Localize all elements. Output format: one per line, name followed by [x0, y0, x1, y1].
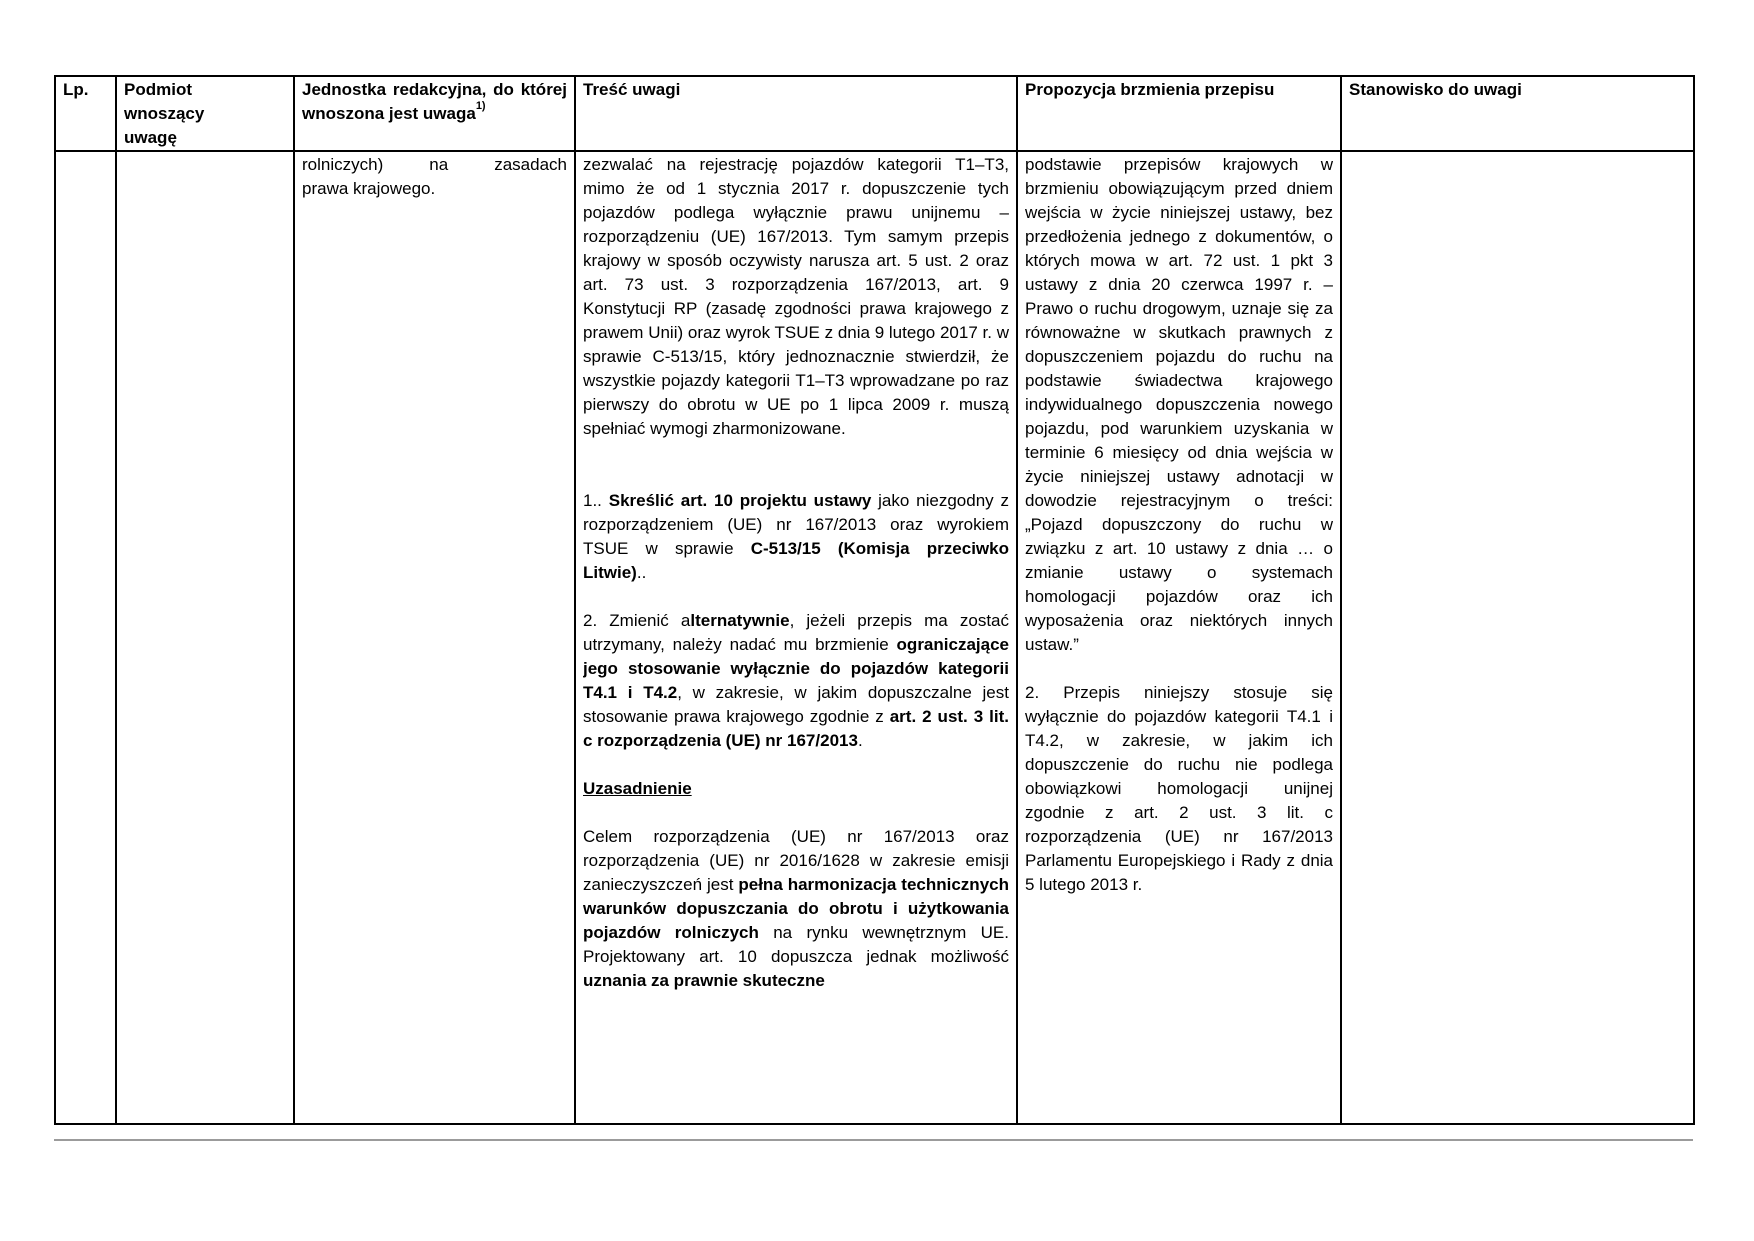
col-header-lp — [55, 76, 116, 151]
col-header-jednostka-label — [302, 78, 567, 148]
text-run: C-513/15 (Komisja przeciwko Litwie) — [583, 539, 1009, 582]
text-run: jako niezgodny z rozporządzeniem (UE) nr 167/2013 oraz wyrokiem TSUE w sprawie — [583, 491, 1009, 558]
blank-line — [583, 801, 1009, 825]
col-header-tresc — [575, 76, 1017, 151]
text-run: zezwalać na rejestrację pojazdów kategorii T1–T3, mimo że od 1 stycznia 2017 r. dopuszczenie tych pojazdów podlega wyłącznie prawu unijnemu – rozporządzeniu (UE) 167/2013. Tym samym przepis krajowy w sposób oczywisty narusza art. 5 ust. 2 oraz art. 73 ust. 3 rozporządzenia 167/2013, art. 9 Konstytucji RP (zasadę zgodności prawa krajowego z prawem Unii) oraz wyrok TSUE z dnia 9 lutego 2017 r. w sprawie C-513/15, który jednoznacznie stwierdził, że wszystkie pojazdy kategorii T1–T3 wprowadzane po raz pierwszy do obrotu w UE po 1 lipca 2009 r. muszą spełniać wymogi zharmonizowane. — [583, 155, 1009, 438]
table-row — [55, 151, 1694, 1124]
col-header-lp-label: Lp. — [63, 80, 89, 99]
text-run: .. — [636, 563, 647, 582]
cell-stanowisko — [1341, 151, 1694, 1124]
text-run: pełna harmonizacja technicznych warunków dopuszczania do obrotu i użytkowania pojazdów rolniczych — [583, 875, 1009, 942]
col-header-propozycja — [1017, 76, 1341, 151]
text-run: Jednostka redakcyjna, do której wnoszona jest uwaga — [302, 80, 567, 123]
col-header-jednostka — [294, 76, 575, 151]
cell-tresc-text — [583, 153, 1009, 1123]
col-header-tresc-label: Treść uwagi — [583, 80, 681, 99]
blank-line — [1025, 657, 1333, 681]
text-run: podstawie przepisów krajowych w brzmieniu obowiązującym przed dniem wejścia w życie niniejszej ustawy, bez przedłożenia jednego z dokumentów, o których mowa w art. 72 ust. 1 pkt 3 ustawy z dnia 20 czerwca 1997 r. – Prawo o ruchu drogowym, uznaje się za równoważne w skutkach prawnych z dopuszczeniem pojazdu do ruchu na podstawie świadectwa krajowego indywidualnego dopuszczenia nowego pojazdu, pod warunkiem uzyskania w terminie 6 miesięcy od dnia wejścia w życie niniejszej ustawy adnotacji w dowodzie rejestracyjnym o treści: „Pojazd dopuszczony do ruchu w związku z art. 10 ustawy z dnia … o zmianie ustawy o systemach homologacji pojazdów oraz ich wyposażenia oraz niektórych innych ustaw.” — [1025, 155, 1333, 654]
text-run: Uzasadnienie — [583, 779, 692, 798]
text-run: na rynku wewnętrznym UE. Projektowany art. 10 dopuszcza jednak możliwość — [583, 923, 1009, 966]
col-header-stanowisko — [1341, 76, 1694, 151]
paragraph — [583, 609, 1009, 753]
text-run: Skreślić art. 10 projektu ustawy — [608, 491, 872, 510]
col-header-propozycja-label: Propozycja brzmienia przepisu — [1025, 80, 1275, 99]
col-header-podmiot — [116, 76, 294, 151]
paragraph — [583, 825, 1009, 993]
paragraph — [1025, 681, 1333, 897]
col-header-stanowisko-label: Stanowisko do uwagi — [1349, 80, 1522, 99]
text-run: rolniczych) na zasadach — [302, 155, 567, 174]
text-run: 2. Przepis niniejszy stosuje się wyłącznie do pojazdów kategorii T4.1 i T4.2, w zakresie, w jakim ich dopuszczenie do ruchu nie podlega obowiązkowi homologacji unijnej zgodnie z art. 2 ust. 3 lit. c rozporządzenia (UE) nr 167/2013 Parlamentu Europejskiego i Rady z dnia 5 lutego 2013 r. — [1025, 683, 1333, 894]
comments-table — [54, 75, 1695, 1125]
cell-stanowisko-text — [1349, 153, 1686, 1123]
cell-jednostka — [294, 151, 575, 1124]
text-run: uznania za prawnie skuteczne — [583, 971, 825, 990]
text-run: . — [857, 731, 863, 750]
paragraph — [583, 777, 1009, 801]
blank-line — [583, 585, 1009, 609]
text-run: prawa krajowego. — [302, 179, 436, 198]
text-run: 1.. — [583, 491, 609, 510]
paragraph — [302, 153, 567, 177]
paragraph — [302, 177, 567, 201]
blank-line — [583, 465, 1009, 489]
blank-line — [583, 753, 1009, 777]
paragraph — [302, 78, 567, 126]
text-run: lternatywnie — [690, 611, 790, 630]
text-run: ograniczające jego stosowanie wyłącznie do pojazdów kategorii T4.1 i T4.2 — [583, 635, 1009, 702]
page-break-line — [54, 1139, 1693, 1141]
text-run: Celem rozporządzenia (UE) nr 167/2013 oraz rozporządzenia (UE) nr 2016/1628 w zakresie emisji zanieczyszczeń jest — [583, 827, 1009, 894]
cell-propozycja-text — [1025, 153, 1333, 1123]
text-run: , jeżeli przepis ma zostać utrzymany, należy nadać mu brzmienie — [583, 611, 1009, 654]
text-run: 2. Zmienić a — [583, 611, 691, 630]
cell-propozycja — [1017, 151, 1341, 1124]
text-run: , w zakresie, w jakim dopuszczalne jest stosowanie prawa krajowego zgodnie z — [583, 683, 1009, 726]
paragraph — [583, 489, 1009, 585]
cell-lp — [55, 151, 116, 1124]
cell-podmiot-text — [124, 153, 286, 1123]
footnote-marker: 1) — [475, 100, 486, 112]
blank-line — [583, 441, 1009, 465]
table-header-row — [55, 76, 1694, 151]
cell-lp-text — [63, 153, 108, 1123]
col-header-podmiot-label: Podmiot wnoszący uwagę — [124, 80, 205, 147]
cell-podmiot — [116, 151, 294, 1124]
text-run: art. 2 ust. 3 lit. c rozporządzenia (UE) nr 167/2013 — [583, 707, 1009, 750]
paragraph — [583, 153, 1009, 441]
paragraph — [1025, 153, 1333, 657]
cell-jednostka-text — [302, 153, 567, 1123]
cell-tresc — [575, 151, 1017, 1124]
